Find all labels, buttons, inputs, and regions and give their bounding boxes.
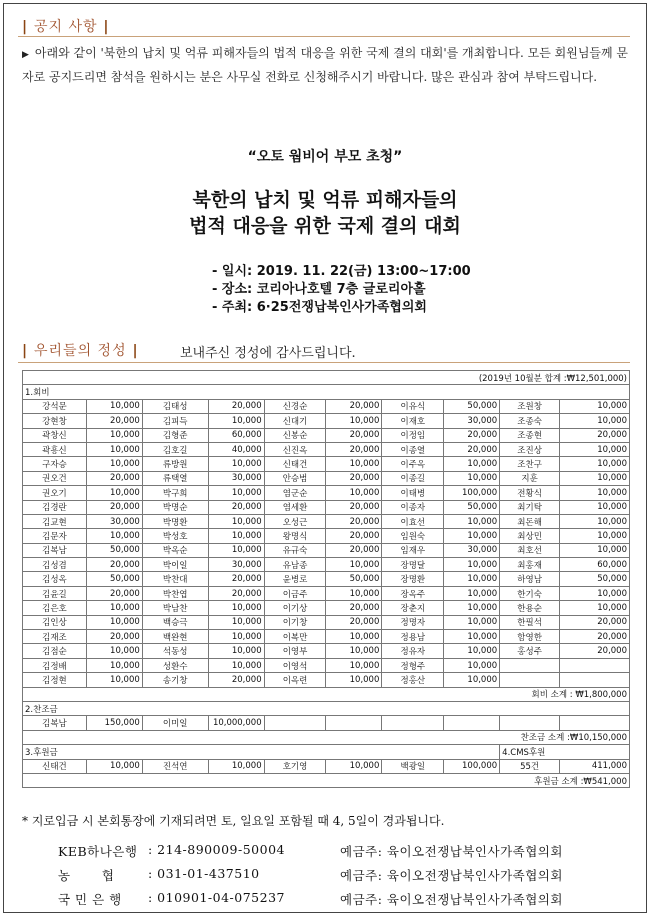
donor-name: 이정임 bbox=[382, 428, 444, 442]
bank-account: : 214-890009-50004 bbox=[148, 842, 285, 857]
donor-name: 박명순 bbox=[142, 500, 208, 514]
donor-amount: 20,000 bbox=[560, 644, 630, 658]
donor-name: 권오기 bbox=[23, 486, 87, 500]
donor-name: 함영한 bbox=[500, 630, 560, 644]
table-row bbox=[23, 414, 630, 428]
donor-amount: 10,000 bbox=[208, 601, 264, 615]
donor-name: 김윤길 bbox=[23, 586, 87, 600]
donor-amount: 20,000 bbox=[86, 558, 142, 572]
support-subtotal-row bbox=[23, 773, 630, 787]
giro-footnote: * 지로입금 시 본회통장에 기재되려면 토, 일요일 포함될 때 4, 5일이 경과됩니다. bbox=[22, 814, 445, 828]
donor-name: 김은호 bbox=[23, 601, 87, 615]
donor-amount: 10,000 bbox=[560, 500, 630, 514]
table-row bbox=[23, 759, 630, 773]
donor-name: 김복남 bbox=[23, 543, 87, 557]
bank-holder: 예금주: 육이오전쟁납북인사가족협의회 bbox=[340, 892, 563, 907]
gift-section-label: 2.찬조금 bbox=[23, 701, 630, 715]
donor-name: 정명자 bbox=[382, 615, 444, 629]
donor-name: 최호선 bbox=[500, 543, 560, 557]
donor-amount: 30,000 bbox=[208, 558, 264, 572]
donor-name: 이종자 bbox=[382, 500, 444, 514]
donor-name: 곽흥신 bbox=[23, 442, 87, 456]
donor-name: 윤병로 bbox=[264, 572, 326, 586]
donor-amount: 10,000 bbox=[326, 644, 382, 658]
table-row bbox=[23, 543, 630, 557]
donor-amount: 10,000 bbox=[560, 514, 630, 528]
donor-name: 오성근 bbox=[264, 514, 326, 528]
period-total-row bbox=[23, 371, 630, 385]
donor-name: 염세환 bbox=[264, 500, 326, 514]
donor-amount: 10,000 bbox=[560, 529, 630, 543]
donor-name: 조찬구 bbox=[500, 457, 560, 471]
donor-amount: 10,000 bbox=[86, 658, 142, 672]
member-section-label: 1.회비 bbox=[23, 385, 630, 399]
donor-amount: 60,000 bbox=[208, 428, 264, 442]
table-row bbox=[23, 658, 630, 672]
donor-name: 박성호 bbox=[142, 529, 208, 543]
donor-amount: 10,000,000 bbox=[208, 716, 264, 730]
donor-amount: 10,000 bbox=[560, 442, 630, 456]
table-row bbox=[23, 673, 630, 687]
donor-name: 김경란 bbox=[23, 500, 87, 514]
donor-name: 구자승 bbox=[23, 457, 87, 471]
donor-amount: 10,000 bbox=[560, 399, 630, 413]
table-row bbox=[23, 500, 630, 514]
donor-name: 55건 bbox=[500, 759, 560, 773]
donor-amount: 10,000 bbox=[326, 658, 382, 672]
donor-name: 김재조 bbox=[23, 630, 87, 644]
donor-amount: 20,000 bbox=[444, 442, 500, 456]
donor-name: 이종길 bbox=[382, 471, 444, 485]
donor-name: 조종숙 bbox=[500, 414, 560, 428]
table-row bbox=[23, 514, 630, 528]
donor-name: 장명달 bbox=[382, 558, 444, 572]
empty-cell bbox=[444, 716, 500, 730]
donor-name: 김교현 bbox=[23, 514, 87, 528]
donor-name: 이주옥 bbox=[382, 457, 444, 471]
donor-name: 정유자 bbox=[382, 644, 444, 658]
donor-name: 한필석 bbox=[500, 615, 560, 629]
donor-amount: 10,000 bbox=[560, 471, 630, 485]
donor-amount: 10,000 bbox=[208, 658, 264, 672]
table-row bbox=[23, 399, 630, 413]
donor-amount: 30,000 bbox=[444, 543, 500, 557]
donor-name: 호기영 bbox=[264, 759, 326, 773]
table-row bbox=[23, 457, 630, 471]
donor-name: 한기숙 bbox=[500, 586, 560, 600]
donor-name: 장명환 bbox=[382, 572, 444, 586]
donor-amount: 10,000 bbox=[560, 457, 630, 471]
donor-name: 박찬엽 bbox=[142, 586, 208, 600]
donor-name: 홍성주 bbox=[500, 644, 560, 658]
donor-amount: 10,000 bbox=[208, 759, 264, 773]
donor-name: 백광일 bbox=[382, 759, 444, 773]
donor-name: 곽창신 bbox=[23, 428, 87, 442]
donor-name: 김태성 bbox=[142, 399, 208, 413]
donor-name: 최홍재 bbox=[500, 558, 560, 572]
donor-name: 김인상 bbox=[23, 615, 87, 629]
donor-name: 김형준 bbox=[142, 428, 208, 442]
donor-amount: 150,000 bbox=[86, 716, 142, 730]
donor-name: 조종현 bbox=[500, 428, 560, 442]
donor-amount: 10,000 bbox=[326, 759, 382, 773]
donor-amount: 10,000 bbox=[86, 399, 142, 413]
donor-amount: 10,000 bbox=[86, 759, 142, 773]
donor-amount: 10,000 bbox=[444, 673, 500, 687]
donor-amount: 20,000 bbox=[86, 414, 142, 428]
table-row bbox=[23, 428, 630, 442]
empty-cell bbox=[560, 716, 630, 730]
table-row bbox=[23, 630, 630, 644]
table-row bbox=[23, 471, 630, 485]
donor-amount: 10,000 bbox=[444, 601, 500, 615]
donor-name: 이영석 bbox=[264, 658, 326, 672]
table-row bbox=[23, 601, 630, 615]
donor-name: 백완현 bbox=[142, 630, 208, 644]
donor-name: 신태건 bbox=[23, 759, 87, 773]
bank-name: 농 협 bbox=[58, 868, 115, 883]
donor-name: 김복남 bbox=[23, 716, 87, 730]
donor-name: 송기창 bbox=[142, 673, 208, 687]
donor-name: 조원창 bbox=[500, 399, 560, 413]
bank-name: KEB하나은행 bbox=[58, 844, 138, 859]
donor-amount: 10,000 bbox=[326, 457, 382, 471]
donor-amount: 10,000 bbox=[86, 457, 142, 471]
member-subtotal: 회비 소계 : ₩1,800,000 bbox=[23, 687, 630, 701]
donor-name: 신대기 bbox=[264, 414, 326, 428]
donor-name: 유규숙 bbox=[264, 543, 326, 557]
donor-amount: 30,000 bbox=[444, 414, 500, 428]
donor-amount: 10,000 bbox=[86, 486, 142, 500]
donor-amount: 20,000 bbox=[444, 428, 500, 442]
bank-name: 국 민 은 행 bbox=[58, 892, 122, 907]
donor-name: 박찬대 bbox=[142, 572, 208, 586]
gift-subtotal-row bbox=[23, 730, 630, 744]
donor-amount: 20,000 bbox=[86, 500, 142, 514]
donor-amount: 10,000 bbox=[560, 414, 630, 428]
donor-name: 이종열 bbox=[382, 442, 444, 456]
support-label-row bbox=[23, 745, 630, 759]
bank-account: : 010901-04-075237 bbox=[148, 890, 285, 905]
donations-divider bbox=[18, 362, 630, 363]
donor-amount: 10,000 bbox=[444, 471, 500, 485]
notice-divider bbox=[18, 36, 630, 37]
donor-amount: 10,000 bbox=[326, 414, 382, 428]
donor-name: 성환수 bbox=[142, 658, 208, 672]
member-subtotal-row bbox=[23, 687, 630, 701]
donor-amount: 20,000 bbox=[208, 500, 264, 514]
donor-amount: 10,000 bbox=[208, 486, 264, 500]
donor-name: 임재우 bbox=[382, 543, 444, 557]
donor-name: 조진상 bbox=[500, 442, 560, 456]
notice-body: ▶ 아래와 같이 '북한의 납치 및 억류 피해자들의 법적 대응을 위한 국제 결의 대회'를 개최합니다. 모든 회원님들께 문자로 공지드리면 참석을 원하시는 분은 사무실 전화로 신청해주시기 바랍니다. 많은 관심과 참여 부탁드립니다. bbox=[22, 46, 629, 84]
donor-amount: 10,000 bbox=[86, 442, 142, 456]
donor-name: 석동성 bbox=[142, 644, 208, 658]
donor-amount: 20,000 bbox=[208, 586, 264, 600]
donor-name: 박이일 bbox=[142, 558, 208, 572]
empty-cell bbox=[264, 716, 326, 730]
table-row bbox=[23, 716, 630, 730]
empty-cell bbox=[382, 716, 444, 730]
donor-name: 임원숙 bbox=[382, 529, 444, 543]
donor-amount: 20,000 bbox=[326, 500, 382, 514]
donor-amount: 20,000 bbox=[326, 514, 382, 528]
donor-amount: 50,000 bbox=[86, 543, 142, 557]
donor-amount: 10,000 bbox=[326, 630, 382, 644]
triangle-bullet-icon: ▶ bbox=[22, 50, 29, 60]
donor-amount bbox=[560, 673, 630, 687]
donor-amount: 20,000 bbox=[326, 442, 382, 456]
donor-amount: 10,000 bbox=[208, 529, 264, 543]
event-subtitle: “오토 웜비어 부모 초청” bbox=[247, 149, 403, 165]
donor-amount: 10,000 bbox=[444, 514, 500, 528]
donor-amount: 20,000 bbox=[326, 471, 382, 485]
table-row bbox=[23, 529, 630, 543]
donor-amount: 20,000 bbox=[86, 586, 142, 600]
event-host: - 주최: 6·25전쟁납북인사가족협의회 bbox=[212, 300, 427, 315]
donor-amount: 10,000 bbox=[86, 428, 142, 442]
donor-amount: 10,000 bbox=[560, 543, 630, 557]
donor-name: 이효선 bbox=[382, 514, 444, 528]
donor-amount: 20,000 bbox=[86, 630, 142, 644]
donor-amount: 50,000 bbox=[86, 572, 142, 586]
donor-amount: 50,000 bbox=[560, 572, 630, 586]
donor-name: 박남찬 bbox=[142, 601, 208, 615]
cms-section-label: 4.CMS후원 bbox=[500, 745, 630, 759]
donor-name: 김호길 bbox=[142, 442, 208, 456]
table-row bbox=[23, 644, 630, 658]
donor-name: 백승극 bbox=[142, 615, 208, 629]
donor-amount: 10,000 bbox=[326, 673, 382, 687]
donor-amount: 50,000 bbox=[444, 500, 500, 514]
donor-name: 정용남 bbox=[382, 630, 444, 644]
donor-amount: 100,000 bbox=[444, 759, 500, 773]
donor-amount: 10,000 bbox=[444, 630, 500, 644]
donor-name: 이복만 bbox=[264, 630, 326, 644]
donor-amount: 10,000 bbox=[208, 457, 264, 471]
donor-name: 하영남 bbox=[500, 572, 560, 586]
donor-amount: 10,000 bbox=[86, 615, 142, 629]
donation-table bbox=[22, 370, 630, 788]
donor-amount: 30,000 bbox=[86, 514, 142, 528]
donor-name: 박구희 bbox=[142, 486, 208, 500]
table-row bbox=[23, 572, 630, 586]
support-subtotal: 후원금 소계 :₩541,000 bbox=[23, 773, 630, 787]
donor-amount: 10,000 bbox=[86, 644, 142, 658]
donor-amount: 10,000 bbox=[208, 543, 264, 557]
donor-name: 박옥순 bbox=[142, 543, 208, 557]
donor-amount: 100,000 bbox=[444, 486, 500, 500]
donor-amount: 10,000 bbox=[444, 529, 500, 543]
donor-amount bbox=[560, 658, 630, 672]
event-date: - 일시: 2019. 11. 22(금) 13:00~17:00 bbox=[212, 264, 471, 279]
donor-amount: 10,000 bbox=[444, 586, 500, 600]
empty-cell bbox=[326, 716, 382, 730]
donor-name: 신경순 bbox=[264, 399, 326, 413]
donor-name: 진석연 bbox=[142, 759, 208, 773]
table-row bbox=[23, 486, 630, 500]
event-title-line1: 북한의 납치 및 억류 피해자들의 bbox=[192, 189, 458, 211]
table-row bbox=[23, 615, 630, 629]
donor-amount: 20,000 bbox=[326, 529, 382, 543]
donor-amount: 10,000 bbox=[326, 486, 382, 500]
event-title-line2: 법적 대응을 위한 국제 결의 대회 bbox=[189, 215, 461, 237]
donor-amount: 10,000 bbox=[444, 658, 500, 672]
donor-amount: 20,000 bbox=[208, 572, 264, 586]
donor-name: 신진옥 bbox=[264, 442, 326, 456]
donor-amount: 30,000 bbox=[208, 471, 264, 485]
donor-amount: 411,000 bbox=[560, 759, 630, 773]
donor-name: 이재호 bbox=[382, 414, 444, 428]
donor-name: 이태병 bbox=[382, 486, 444, 500]
donor-name: 지훈 bbox=[500, 471, 560, 485]
donor-name: 김점순 bbox=[23, 644, 87, 658]
donor-name: 박명환 bbox=[142, 514, 208, 528]
table-row bbox=[23, 586, 630, 600]
gift-label-row bbox=[23, 701, 630, 715]
donor-name: 이미일 bbox=[142, 716, 208, 730]
donor-amount: 10,000 bbox=[444, 558, 500, 572]
donor-amount: 20,000 bbox=[326, 399, 382, 413]
donor-name: 김문자 bbox=[23, 529, 87, 543]
donor-name: 류택열 bbox=[142, 471, 208, 485]
donor-name: 이영부 bbox=[264, 644, 326, 658]
donor-amount: 20,000 bbox=[560, 630, 630, 644]
donor-amount: 50,000 bbox=[326, 572, 382, 586]
donor-amount: 40,000 bbox=[208, 442, 264, 456]
donor-name: 최돈해 bbox=[500, 514, 560, 528]
donor-amount: 20,000 bbox=[326, 615, 382, 629]
donor-name: 이기상 bbox=[264, 601, 326, 615]
donor-amount: 10,000 bbox=[208, 615, 264, 629]
donor-name: 전황식 bbox=[500, 486, 560, 500]
donor-name: 김정배 bbox=[23, 658, 87, 672]
donor-name: 왕명식 bbox=[264, 529, 326, 543]
table-row bbox=[23, 558, 630, 572]
donor-name: 김피득 bbox=[142, 414, 208, 428]
donor-name: 신봉순 bbox=[264, 428, 326, 442]
donor-amount: 10,000 bbox=[326, 586, 382, 600]
donor-amount: 20,000 bbox=[326, 543, 382, 557]
notice-heading: | 공지 사항 | bbox=[22, 19, 110, 35]
donor-amount: 20,000 bbox=[560, 428, 630, 442]
donor-amount: 50,000 bbox=[444, 399, 500, 413]
donor-name: 강석문 bbox=[23, 399, 87, 413]
donor-name: 정형주 bbox=[382, 658, 444, 672]
donor-name: 이금주 bbox=[264, 586, 326, 600]
table-row bbox=[23, 442, 630, 456]
donations-heading: | 우리들의 정성 | bbox=[22, 343, 139, 359]
donor-name: 최상민 bbox=[500, 529, 560, 543]
support-section-label: 3.후원금 bbox=[23, 745, 500, 759]
donor-amount: 10,000 bbox=[86, 529, 142, 543]
donor-name: 강현창 bbox=[23, 414, 87, 428]
empty-cell bbox=[500, 716, 560, 730]
donor-name: 김성옥 bbox=[23, 572, 87, 586]
donor-name: 류방원 bbox=[142, 457, 208, 471]
donor-name: 안승범 bbox=[264, 471, 326, 485]
donor-amount: 20,000 bbox=[86, 471, 142, 485]
donor-name bbox=[500, 673, 560, 687]
donor-amount: 10,000 bbox=[560, 586, 630, 600]
donor-name bbox=[500, 658, 560, 672]
donor-amount: 10,000 bbox=[444, 615, 500, 629]
donor-amount: 10,000 bbox=[560, 601, 630, 615]
donor-amount: 20,000 bbox=[326, 601, 382, 615]
period-total: (2019년 10월분 합계 :₩12,501,000) bbox=[23, 371, 630, 385]
donor-name: 이유식 bbox=[382, 399, 444, 413]
donor-amount: 10,000 bbox=[208, 414, 264, 428]
donor-name: 정홍산 bbox=[382, 673, 444, 687]
donor-name: 이옥련 bbox=[264, 673, 326, 687]
donor-amount: 10,000 bbox=[86, 601, 142, 615]
donor-name: 권오건 bbox=[23, 471, 87, 485]
donor-amount: 20,000 bbox=[560, 615, 630, 629]
donor-amount: 10,000 bbox=[444, 572, 500, 586]
donor-amount: 20,000 bbox=[208, 673, 264, 687]
donor-name: 신태건 bbox=[264, 457, 326, 471]
donor-name: 유남종 bbox=[264, 558, 326, 572]
donations-thanks: 보내주신 정성에 감사드립니다. bbox=[180, 346, 356, 361]
donor-name: 한용순 bbox=[500, 601, 560, 615]
donor-name: 김정현 bbox=[23, 673, 87, 687]
donor-name: 김성겸 bbox=[23, 558, 87, 572]
donor-amount: 60,000 bbox=[560, 558, 630, 572]
bank-holder: 예금주: 육이오전쟁납북인사가족협의회 bbox=[340, 844, 563, 859]
donor-name: 염군순 bbox=[264, 486, 326, 500]
donor-amount: 10,000 bbox=[326, 558, 382, 572]
donor-amount: 10,000 bbox=[208, 514, 264, 528]
member-label-row bbox=[23, 385, 630, 399]
donor-amount: 10,000 bbox=[444, 644, 500, 658]
donor-name: 최기탁 bbox=[500, 500, 560, 514]
donor-amount: 10,000 bbox=[208, 630, 264, 644]
donor-amount: 10,000 bbox=[444, 457, 500, 471]
donor-amount: 20,000 bbox=[208, 399, 264, 413]
donor-amount: 20,000 bbox=[326, 428, 382, 442]
gift-subtotal: 찬조금 소계 :₩10,150,000 bbox=[23, 730, 630, 744]
donor-amount: 10,000 bbox=[208, 644, 264, 658]
donor-amount: 10,000 bbox=[86, 673, 142, 687]
donor-amount: 10,000 bbox=[560, 486, 630, 500]
bank-account: : 031-01-437510 bbox=[148, 866, 260, 881]
bank-holder: 예금주: 육이오전쟁납북인사가족협의회 bbox=[340, 868, 563, 883]
event-place: - 장소: 코리아나호텔 7층 글로리아홀 bbox=[212, 282, 426, 297]
donor-name: 장춘지 bbox=[382, 601, 444, 615]
donor-name: 장옥주 bbox=[382, 586, 444, 600]
donor-name: 이기창 bbox=[264, 615, 326, 629]
